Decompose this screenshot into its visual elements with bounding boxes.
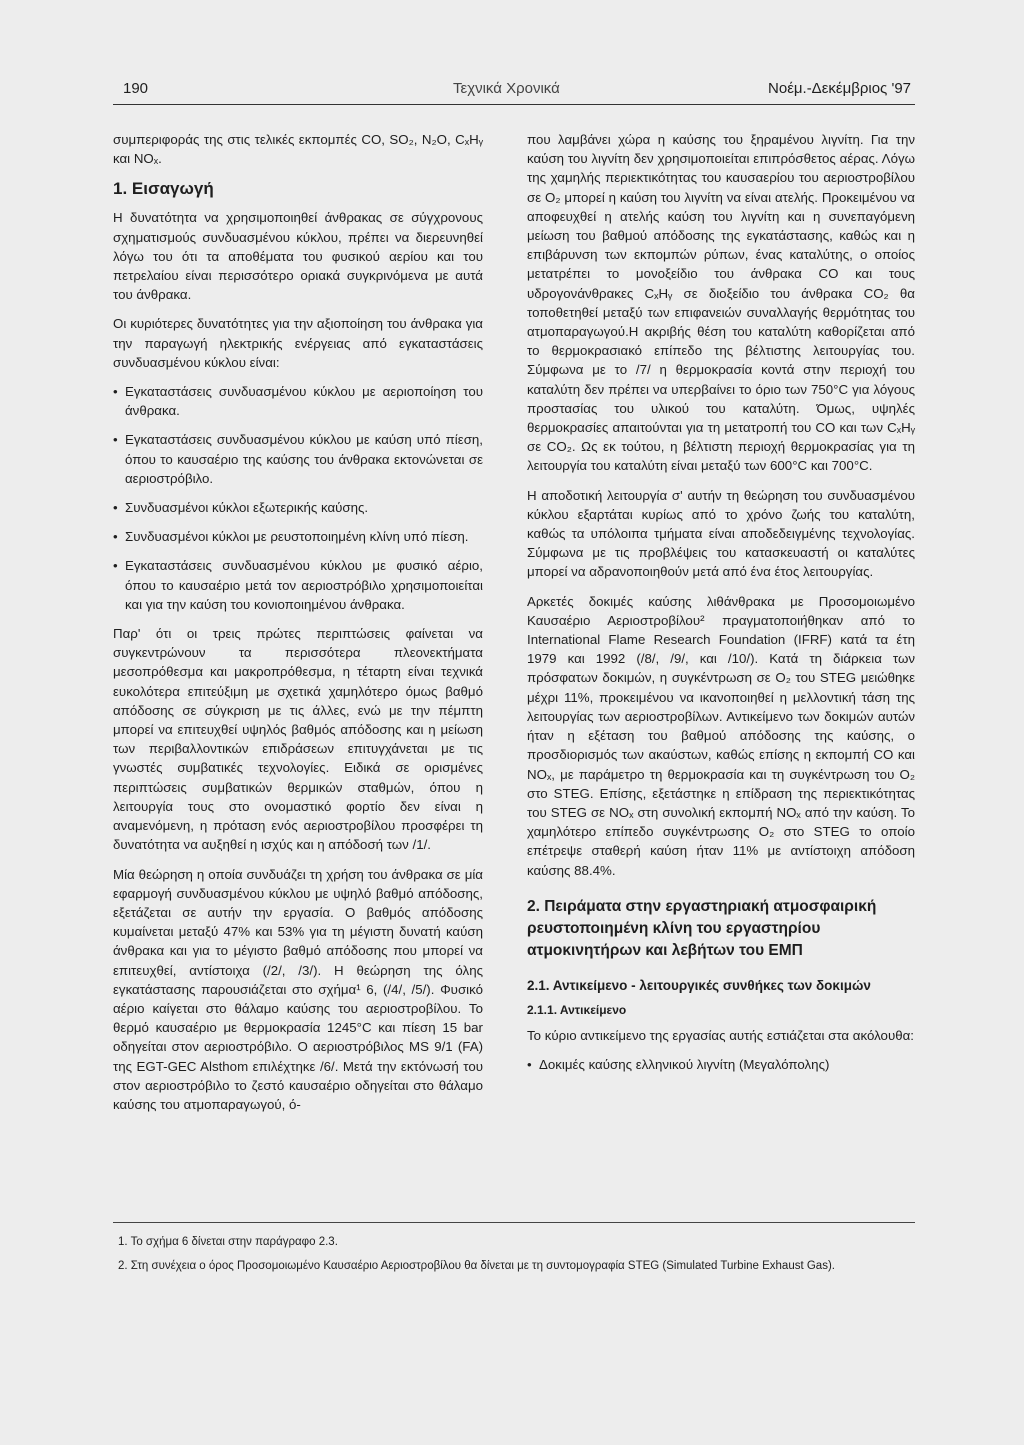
bullet-list <box>113 382 483 614</box>
paragraph: Μία θεώρηση η οποία συνδυάζει τη χρήση του άνθρακα σε μία εφαρμογή συνδυασμένου κύκλου με υψηλό βαθμό απόδοσης, εξετάζεται σε αυτήν την εργασία. Ο βαθμός απόδοσης κυμαίνεται μεταξύ 47% και 53% για τη μέγιστη δυνατή καύση άνθρακα και για το μέγιστο βαθμό απόδοσης που μπορεί να επιτευχθεί, αντίστοιχα (/2/, /3/). Η θεώρηση της όλης εγκατάστασης παρουσιάζεται στο σχήμα¹ 6, (/4/, /5/). Φυσικό αέριο καίγεται στο θάλαμο καύσης του αεριοστροβίλου. Το θερμό καυσαέριο με θερμοκρασία 1245°C και πίεση 15 bar οδηγείται στον αεριοστρόβιλο. Ο αεριοστρόβιλος MS 9/1 (FA) της EGT-GEC Alsthom επιλέχτηκε /6/. Μετά την εκτόνωσή του στον αεριοστρόβιλο το ζεστό καυσαέριο οδηγείται στο θάλαμο καύσης του ατμοπαραγωγού, ό- <box>113 866 483 1112</box>
paragraph: που λαμβάνει χώρα η καύσης του ξηραμένου λιγνίτη. Για την καύση του λιγνίτη δεν χρησιμοποιείται επιπρόσθετος αέρας. Λόγω της χαμηλής περιεκτικότητας του καυσαερίου του αεριοστροβίλου σε O₂ μπορεί η καύση του λιγνίτη να είναι ατελής. Προκειμένου να αποφευχθεί η ατελής καύση του λιγνίτη και η συνεπαγόμενη μείωση του βαθμού απόδοσης της εγκατάστασης, καθώς και η επιβάρυνση των εκπομπών ρύπων, ένας καταλύτης, ο οποίος μετατρέπει το μονοξείδιο του άνθρακα CO και τους υδρογονάνθρακες CₓHᵧ σε διοξείδιο του άνθρακα CO₂ θα τοποθετηθεί μεταξύ των επιφανειών συναλλαγής θερμότητας του ατμοπαραγωγού.Η ακριβής θέση του καταλύτη καθορίζεται από το θερμοκρασιακό επίπεδο της βέλτιστης λειτουργίας του. Σύμφωνα με το /7/ η θερμοκρασία κοντά στην περιοχή του καταλύτη δεν πρέπει να υπερβαίνει το όριο των 750°C για λόγους προστασίας του υλικού του καταλύτη. Όμως, υψηλές θερμοκρασίες απαιτούνται για τη μετατροπή του CO και των CₓHᵧ σε CO₂. Ως εκ τούτου, η βέλτιστη περιοχή θερμοκρασίας για τη λειτουργία του καταλύτη είναι μεταξύ των 600°C και 700°C. <box>527 132 915 474</box>
list-item: • Συνδυασμένοι κύκλοι εξωτερικής καύσης. <box>113 498 483 517</box>
subsubsection-heading: 2.1.1. Αντικείμενο <box>527 1002 627 1017</box>
subsection-heading: 2.1. Αντικείμενο - λειτουργικές συνθήκες των δοκιμών <box>527 977 871 993</box>
issue-date: Νοέμ.-Δεκέμβριος '97 <box>768 80 911 97</box>
section-heading-introduction: 1. Εισαγωγή <box>113 179 214 199</box>
list-item: • Εγκαταστάσεις συνδυασμένου κύκλου με καύση υπό πίεση, όπου το καυσαέριο της καύσης του άνθρακα εκτονώνεται σε αεριοστρόβιλο. <box>113 430 483 488</box>
paragraph: Η αποδοτική λειτουργία σ' αυτήν τη θεώρηση του συνδυασμένου κύκλου εξαρτάται κυρίως από το χρόνο ζωής του καταλύτη, καθώς τα υπόλοιπα τμήματα είναι αποδεδειγμένης τεχνολογίας. Σύμφωνα με τις προβλέψεις του κατασκευαστή οι καταλύτες μπορεί να αδρανοποιηθούν μετά από ένα έτος λειτουργίας. <box>527 487 915 580</box>
footnote: 2. Στη συνέχεια ο όρος Προσομοιωμένο Καυσαέριο Αεριοστροβίλου θα δίνεται με τη συντομογραφία STEG (Simulated Turbine Exhaust Gas). <box>118 1260 835 1272</box>
intro-paragraph: συμπεριφοράς της στις τελικές εκπομπές CO, SO₂, N₂O, CₓHᵧ και NOₓ. <box>113 132 483 167</box>
left-column <box>113 130 483 1124</box>
page-number: 190 <box>123 80 149 97</box>
paragraph: Η δυνατότητα να χρησιμοποιηθεί άνθρακας σε σύγχρονους σχηματισμούς συνδυασμένου κύκλου, πρέπει να διερευνηθεί λόγω του ότι τα αποθέματα του φυσικού αερίου και του πετρελαίου είναι περισσότερο οριακά συγκρινόμενα με αυτά του άνθρακα. <box>113 210 483 303</box>
list-item: • Εγκαταστάσεις συνδυασμένου κύκλου με φυσικό αέριο, όπου το καυσαέριο μετά τον αεριοστρόβιλο χρησιμοποιείται και για την καύση του κονιοποιημένου άνθρακα. <box>113 556 483 614</box>
list-item: • Δοκιμές καύσης ελληνικού λιγνίτη (Μεγαλόπολης) <box>527 1055 915 1074</box>
bullet-list <box>527 1055 915 1074</box>
list-item: • Συνδυασμένοι κύκλοι με ρευστοποιημένη κλίνη υπό πίεση. <box>113 527 483 546</box>
section-heading-experiments: 2. Πειράματα στην εργαστηριακή ατμοσφαιρική ρευστοποιημένη κλίνη του εργαστηρίου ατμοκινητήρων και λεβήτων του ΕΜΠ <box>527 897 877 959</box>
list-item: • Εγκαταστάσεις συνδυασμένου κύκλου με αεριοποίηση του άνθρακα. <box>113 382 483 420</box>
paragraph: Το κύριο αντικείμενο της εργασίας αυτής εστιάζεται στα ακόλουθα: <box>527 1028 914 1044</box>
paragraph: Παρ' ότι οι τρεις πρώτες περιπτώσεις φαίνεται να συγκεντρώνουν τα περισσότερα πλεονεκτήματα μεσοπρόθεσμα και μακροπρόθεσμα, η τέταρτη είναι τεχνικά ευκολότερα επιτεύξιμη με σχετικά χαμηλότερο όμως βαθμό απόδοσης σε σύγκριση με τις άλλες, ενώ με την πέμπτη μπορεί να επιτευχθεί υψηλός βαθμός απόδοσης και η μείωση των περιβαλλοντικών επιδράσεων επιτυγχάνεται με τις γνωστές συμβατικές τεχνολογίες. Ειδικά σε ορισμένες περιπτώσεις συμβατικών θερμικών σταθμών, όπου η λειτουργία τους στο ονομαστικό φορτίο δεν είναι η αναμενόμενη, η πρόταση ενός αεριοστροβίλου προσφέρει τη δυνατότητα να αυξηθεί η ισχύς και η απόδοσή των /1/. <box>113 626 483 853</box>
footnote-divider <box>113 1222 915 1223</box>
paragraph: Αρκετές δοκιμές καύσης λιθάνθρακα με Προσομοιωμένο Καυσαέριο Αεριοστροβίλου² πραγματοποιήθηκαν από το International Flame Research Foundation (IFRF) κατά τα έτη 1979 και 1992 (/8/, /9/, και /10/). Κατά τη διάρκεια των πρόσφατων δοκιμών, η συγκέντρωση σε O₂ του STEG μειώθηκε μέχρι 11%, προκειμένου να ικανοποιηθεί η μελλοντική τάση της λειτουργίας των αεριοστροβίλων. Αντικείμενο των δοκιμών αυτών ήταν η εξέταση του βαθμού απόδοσης της καύσης, ο προσδιορισμός των ακαύστων, καθώς επίσης η εκπομπή CO και NOₓ, με παράμετρο τη θερμοκρασία και τη συγκέντρωση του O₂ στο STEG. Επίσης, εξετάστηκε η επίδραση της περιεκτικότητας του STEG σε NOₓ στη συνολική εκπομπή NOₓ από την καύση. Το χαμηλότερο επίπεδο συγκέντρωσης O₂ στο STEG το οποίο επέτρεψε σταθερή καύση ήταν 11% με αντίστοιχη απόδοση καύσης 88.4%. <box>527 593 915 878</box>
footnote: 1. Το σχήμα 6 δίνεται στην παράγραφο 2.3. <box>118 1236 338 1248</box>
footnotes <box>118 1234 915 1282</box>
right-column <box>527 130 915 1085</box>
page-header <box>113 78 915 105</box>
paragraph: Οι κυριότερες δυνατότητες για την αξιοποίηση του άνθρακα για την παραγωγή ηλεκτρικής ενέργειας από εγκαταστάσεις συνδυασμένου κύκλου είναι: <box>113 316 483 370</box>
journal-title: Τεχνικά Χρονικά <box>453 80 560 97</box>
